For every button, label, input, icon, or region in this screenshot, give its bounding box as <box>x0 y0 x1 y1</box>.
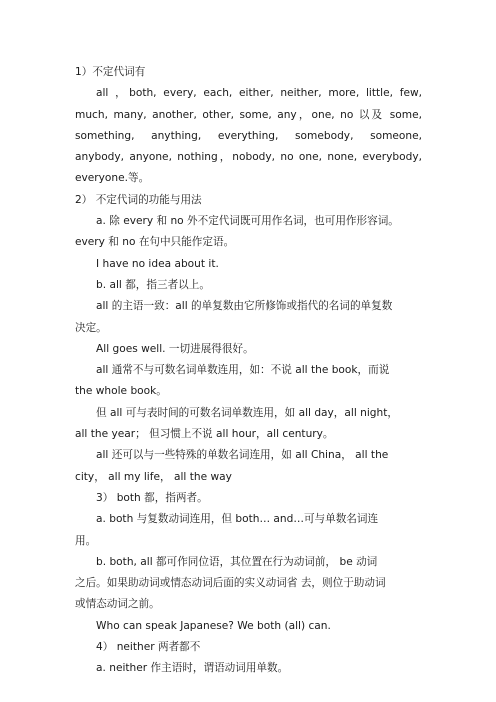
text-line: all ，both, every, each, either, neither, more, little, few, <box>96 87 422 100</box>
text-line: a. both 与复数动词连用，但 both… and…可与单数名词连 <box>96 513 379 526</box>
text-line: I have no idea about it. <box>96 257 219 270</box>
text-line: much, many, another, other, some, any，one, no 以及 some, <box>75 108 422 121</box>
text-line: b. all 都，指三者以上。 <box>96 278 210 291</box>
text-line: something, anything, everything, somebody, someone, <box>75 129 422 142</box>
text-line: b. both, all 都可作同位语，其位置在行为动词前， be 动词 <box>96 555 378 568</box>
text-line: a. neither 作主语时，谓语动词用单数。 <box>96 662 289 675</box>
text-line: 但 all 可与表时间的可数名词单数连用，如 all day，all night， <box>96 406 398 419</box>
text-line: all 通常不与可数名词单数连用，如：不说 all the book，而说 <box>96 364 390 377</box>
text-line: 之后。如果助动词或情态动词后面的实义动词省 去，则位于助动词 <box>75 577 386 590</box>
text-line: all the year； 但习惯上不说 all hour，all century。 <box>75 428 334 441</box>
text-line: all 还可以与一些特殊的单数名词连用，如 all China， all the <box>96 449 389 462</box>
text-line: 3） both 都，指两者。 <box>96 491 208 504</box>
text-line: anybody, anyone, nothing，nobody, no one, none, everybody, <box>75 151 422 164</box>
text-line: 1）不定代词有 <box>75 66 146 78</box>
text-line: 或情态动词之前。 <box>75 598 160 611</box>
text-line: a. 除 every 和 no 外不定代词既可用作名词，也可用作形容词。 <box>96 215 399 228</box>
text-line: 4） neither 两者都不 <box>96 641 201 654</box>
text-line: 2） 不定代词的功能与用法 <box>75 193 202 206</box>
text-line: every 和 no 在句中只能作定语。 <box>75 236 235 249</box>
text-line: 决定。 <box>75 321 107 334</box>
text-line: the whole book。 <box>75 385 167 398</box>
text-line: city， all my life， all the way <box>75 470 232 483</box>
text-line: 用。 <box>75 534 97 547</box>
text-line: All goes well. 一切进展得很好。 <box>96 342 254 355</box>
text-line: everyone.等。 <box>75 172 150 185</box>
text-line: all 的主语一致：all 的单复数由它所修饰或指代的名词的单复数 <box>96 300 393 313</box>
text-line: Who can speak Japanese? We both (all) can. <box>96 619 331 632</box>
